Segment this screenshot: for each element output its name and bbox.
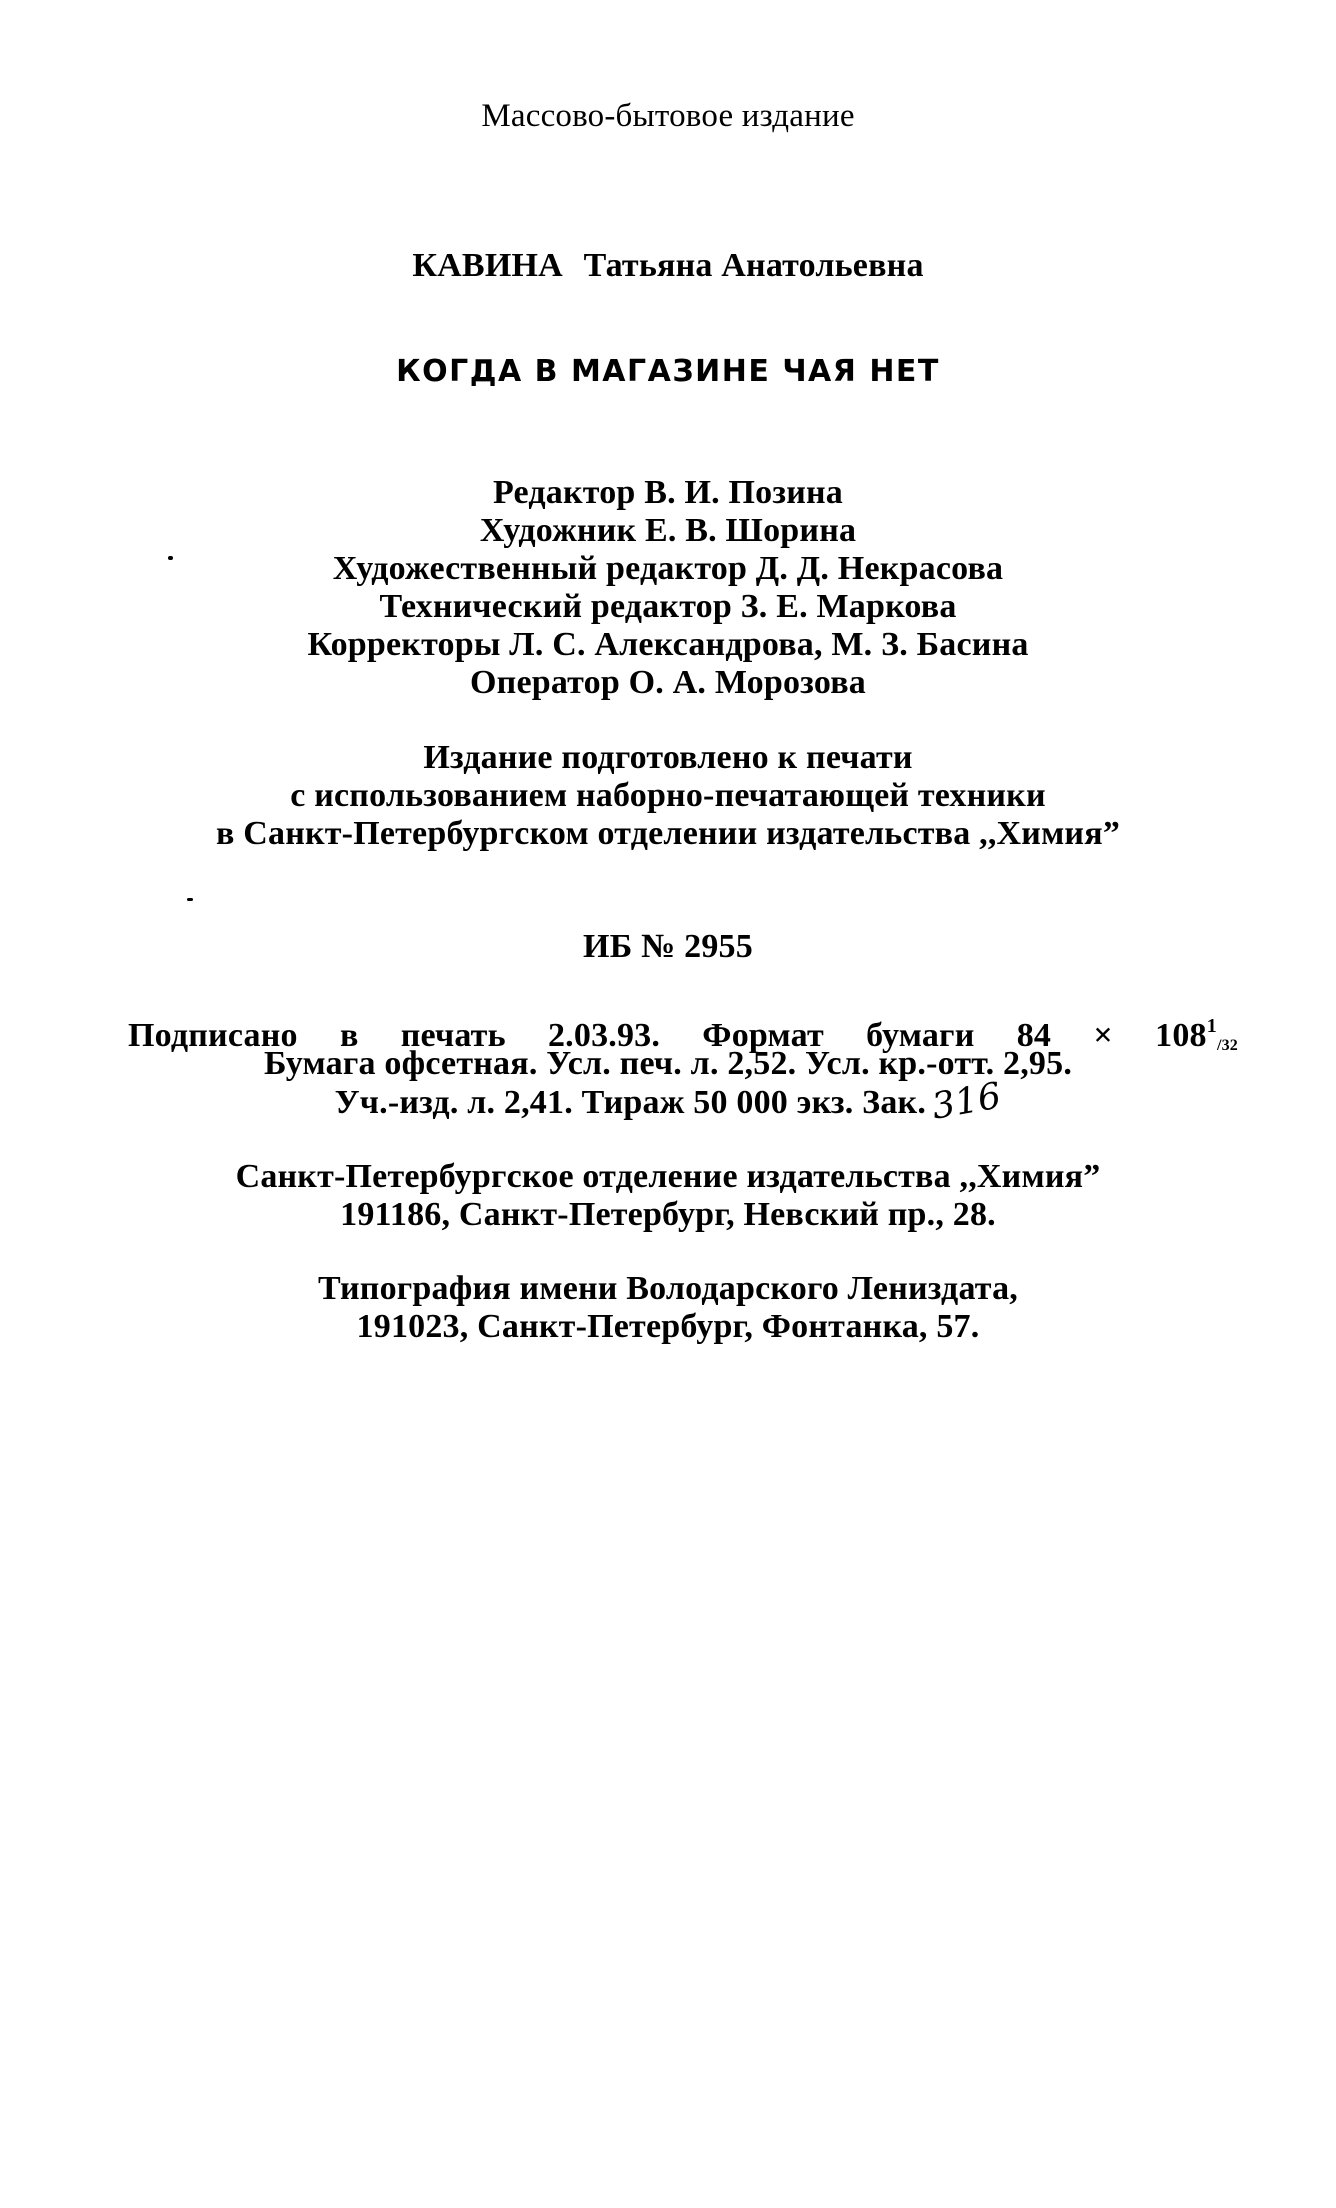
credit-proofreaders: Корректоры Л. С. Александрова, М. З. Басина	[307, 626, 1029, 663]
book-title: КОГДА В МАГАЗИНЕ ЧАЯ НЕТ	[396, 354, 940, 389]
credit-tech-editor: Технический редактор З. Е. Маркова	[379, 588, 957, 625]
signed-and-format: Подписано в печать 2.03.93. Формат бумаги 84 × 108	[128, 1017, 1207, 1054]
credit-operator: Оператор О. А. Морозова	[470, 664, 866, 701]
publisher-address: 191186, Санкт-Петербург, Невский пр., 28.	[340, 1196, 996, 1233]
print-details-line-1: Подписано в печать 2.03.93. Формат бумаги $84 \times 108^1/32$	[128, 1015, 1238, 1054]
printer-name: Типография имени Володарского Лениздата,	[317, 1270, 1018, 1307]
ib-number: ИБ № 2955	[583, 928, 753, 965]
credit-editor: Редактор В. И. Позина	[492, 474, 844, 511]
print-details-line-3	[0, 1075, 1336, 1128]
series-label: Массово-бытовое издание	[481, 98, 855, 134]
print-details-line-2: Бумага офсетная. Усл. печ. л. 2,52. Усл. кр.-отт. 2,95.	[263, 1045, 1073, 1082]
author-name: Татьяна Анатольевна	[583, 247, 924, 284]
credit-art-editor: Художественный редактор Д. Д. Некрасова	[332, 550, 1004, 587]
author-surname: КАВИНА	[412, 247, 563, 284]
preparation-line-2: с использованием наборно-печатающей техники	[290, 777, 1046, 814]
publisher-name: Санкт-Петербургское отделение издательства ,,Химия”	[235, 1158, 1101, 1195]
format-fraction-numerator: 1	[1206, 1015, 1217, 1037]
preparation-line-3: в Санкт-Петербургском отделении издательства ,,Химия”	[215, 815, 1121, 852]
format-fraction-denominator: 32	[1221, 1037, 1238, 1054]
run-and-order-label: Уч.-изд. л. 2,41. Тираж 50 000 экз. Зак.	[334, 1084, 927, 1121]
scan-speck	[187, 898, 193, 901]
printer-address: 191023, Санкт-Петербург, Фонтанка, 57.	[356, 1308, 980, 1345]
author-line	[0, 247, 1336, 285]
preparation-line-1: Издание подготовлено к печати	[423, 739, 913, 776]
handwritten-order-number: 316	[928, 1075, 1005, 1128]
credit-artist: Художник Е. В. Шорина	[479, 512, 857, 549]
scan-speck	[168, 556, 173, 560]
